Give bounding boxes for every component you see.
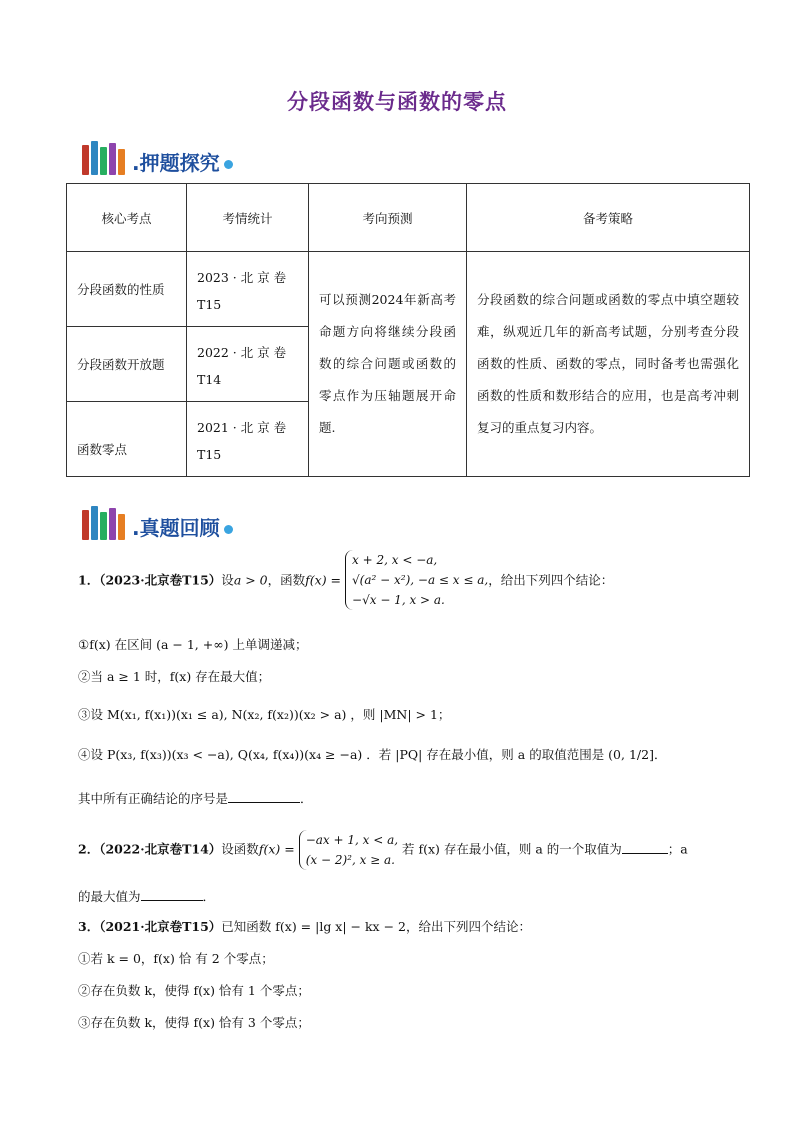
q1-conclusion-2: ②当 a ≥ 1 时，f(x) 存在最大值； (78, 669, 271, 684)
books-icon (82, 141, 126, 175)
question-1: 1．（2023·北京卷T15）设a > 0，函数f(x) = x + 2, x < −a, √(a² − x²), −a ≤ x ≤ a, −√x − 1, x > a. ，给出下列四个结论： (78, 552, 613, 610)
bubble-icon (224, 160, 233, 169)
q2-line2: 的最大值为 ． (78, 886, 215, 906)
section-header-1 (82, 135, 233, 175)
books-icon (82, 506, 126, 540)
celue-cell: 分段函数的综合问题或函数的零点中填空题较难，纵观近几年的新高考试题，分别考查分段函数的性质、函数的零点，同时备考也需强化函数的性质和数形结合的应用，也是高考冲刺复习的重点复习内容。 (467, 252, 750, 477)
piecewise-brace: x + 2, x < −a, √(a² − x²), −a ≤ x ≤ a, −√x − 1, x > a. (345, 550, 488, 610)
q3-conclusion-1: ①若 k = 0，f(x) 恰 有 2 个零点； (78, 951, 274, 966)
header-tongji: 考情统计 (187, 184, 309, 252)
section-header-2 (82, 500, 233, 540)
header-celue: 备考策略 (467, 184, 750, 252)
tongji-cell: 2021 · 北 京 卷 T15 (187, 402, 309, 477)
yuce-cell: 可以预测2024年新高考命题方向将继续分段函数的综合问题或函数的零点作为压轴题展开命题. (309, 252, 467, 477)
kaodian-cell: 函数零点 (67, 402, 187, 477)
answer-blank[interactable] (228, 788, 300, 803)
q1-conclusion-4: ④设 P(x₃, f(x₃))(x₃ < −a), Q(x₄, f(x₄))(x₄ ≥ −a) ．若 |PQ| 存在最小值，则 a 的取值范围是 (0, 1/2]． (78, 747, 667, 762)
section-title-1: .押题探究 (132, 151, 220, 175)
exam-table (66, 183, 750, 477)
kaodian-cell: 分段函数的性质 (67, 252, 187, 327)
q1-conclusion-1: ①f(x) 在区间 (a − 1, +∞) 上单调递减； (78, 637, 308, 652)
bubble-icon (224, 525, 233, 534)
tongji-cell: 2023 · 北 京 卷 T15 (187, 252, 309, 327)
q1-conclusion-3: ③设 M(x₁, f(x₁))(x₁ ≤ a), N(x₂, f(x₂))(x₂ > a) ，则 |MN| > 1； (78, 707, 451, 722)
q3-conclusion-2: ②存在负数 k，使得 f(x) 恰有 1 个零点； (78, 983, 310, 998)
section-title-2: .真题回顾 (132, 516, 220, 540)
header-yuce: 考向预测 (309, 184, 467, 252)
question-3: 3．（2021·北京卷T15）已知函数 f(x) = |lg x| − kx − 2，给出下列四个结论： (78, 919, 531, 934)
answer-blank[interactable] (141, 886, 203, 901)
answer-blank[interactable] (622, 839, 668, 854)
page-title: 分段函数与函数的零点 (287, 90, 507, 114)
tongji-cell: 2022 · 北 京 卷 T14 (187, 327, 309, 402)
piecewise-brace: −ax + 1, x < a, (x − 2)², x ≥ a. (299, 830, 398, 870)
kaodian-cell: 分段函数开放题 (67, 327, 187, 402)
question-2: 2．（2022·北京卷T14）设函数f(x) = −ax + 1, x < a, (x − 2)², x ≥ a. 若 f(x) 存在最小值，则 a 的一个取值为 ；a (78, 830, 688, 870)
header-kaodian: 核心考点 (67, 184, 187, 252)
q3-conclusion-3: ③存在负数 k，使得 f(x) 恰有 3 个零点； (78, 1015, 310, 1030)
q1-answer-line: 其中所有正确结论的序号是 ． (78, 788, 313, 808)
